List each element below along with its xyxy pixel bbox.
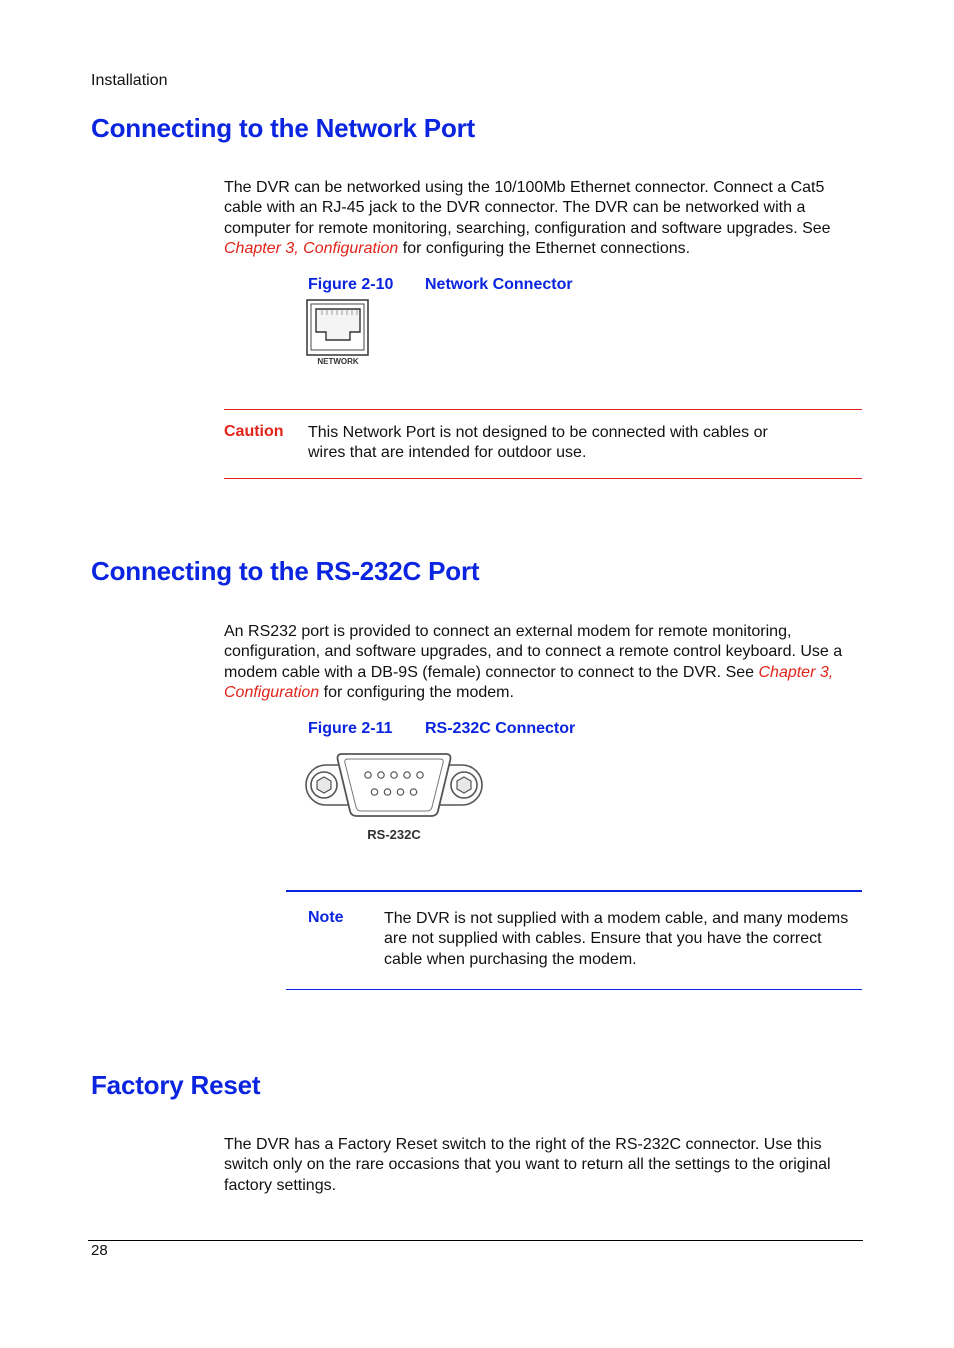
note-label: Note [308,909,344,926]
figure-number-2-10: Figure 2-10 [308,276,394,293]
figure-number-2-11: Figure 2-11 [308,720,393,737]
section-title-network: Connecting to the Network Port [91,113,476,143]
factory-reset-paragraph: The DVR has a Factory Reset switch to the right of the RS-232C connector. Use this switch only on the rare occasions that you want to return all the settings to the original factory settings. [224,1136,831,1194]
caution-label: Caution [224,423,284,440]
page-number: 28 [91,1242,108,1259]
rs232-chapter-link[interactable]: Chapter 3, Configuration [224,663,834,702]
section-title-rs232: Connecting to the RS-232C Port [91,556,480,586]
rj45-port-icon [306,299,370,357]
rs232-paragraph-text: An RS232 port is provided to connect an external modem for remote monitoring, configuration, and software upgrades, and to connect a remote control keyboard. Use a modem cable with a DB-9S (female) connector to connect to the DVR. See [224,623,843,681]
network-figure-label: NETWORK [317,357,359,366]
figure-title-rs232: RS-232C Connector [425,720,576,737]
network-chapter-link[interactable]: Chapter 3, Configuration [224,240,399,258]
running-header: Installation [91,72,168,89]
caution-top-rule [224,409,862,410]
figure-title-network: Network Connector [425,276,573,293]
network-paragraph-text-end: for configuring the Ethernet connections. [398,240,691,258]
caution-text: This Network Port is not designed to be connected with cables or wires that are intended for outdoor use. [308,424,768,462]
note-text: The DVR is not supplied with a modem cable, and many modems are not supplied with cables. Ensure that you have the correct cable when purchasing the modem. [384,910,849,968]
rs232-connector-figure [304,751,484,846]
network-paragraph [224,178,864,260]
note-bottom-rule [286,989,862,990]
caution-bottom-rule [224,478,862,479]
network-paragraph-text: The DVR can be networked using the 10/100Mb Ethernet connector. Connect a Cat5 cable with an RJ-45 jack to the DVR connector. The DVR can be networked with a computer for remote monitoring, searching, configuration and software upgrades. See [224,179,831,237]
footer-rule [88,1240,863,1241]
section-title-factory-reset: Factory Reset [91,1070,261,1100]
rs232-paragraph [224,622,864,704]
rs232-paragraph-text-end: for configuring the modem. [319,684,514,702]
db9-connector-icon [304,751,484,819]
rs232-figure-label: RS-232C [367,827,421,842]
network-connector-figure [306,299,370,369]
note-top-rule [286,890,862,892]
